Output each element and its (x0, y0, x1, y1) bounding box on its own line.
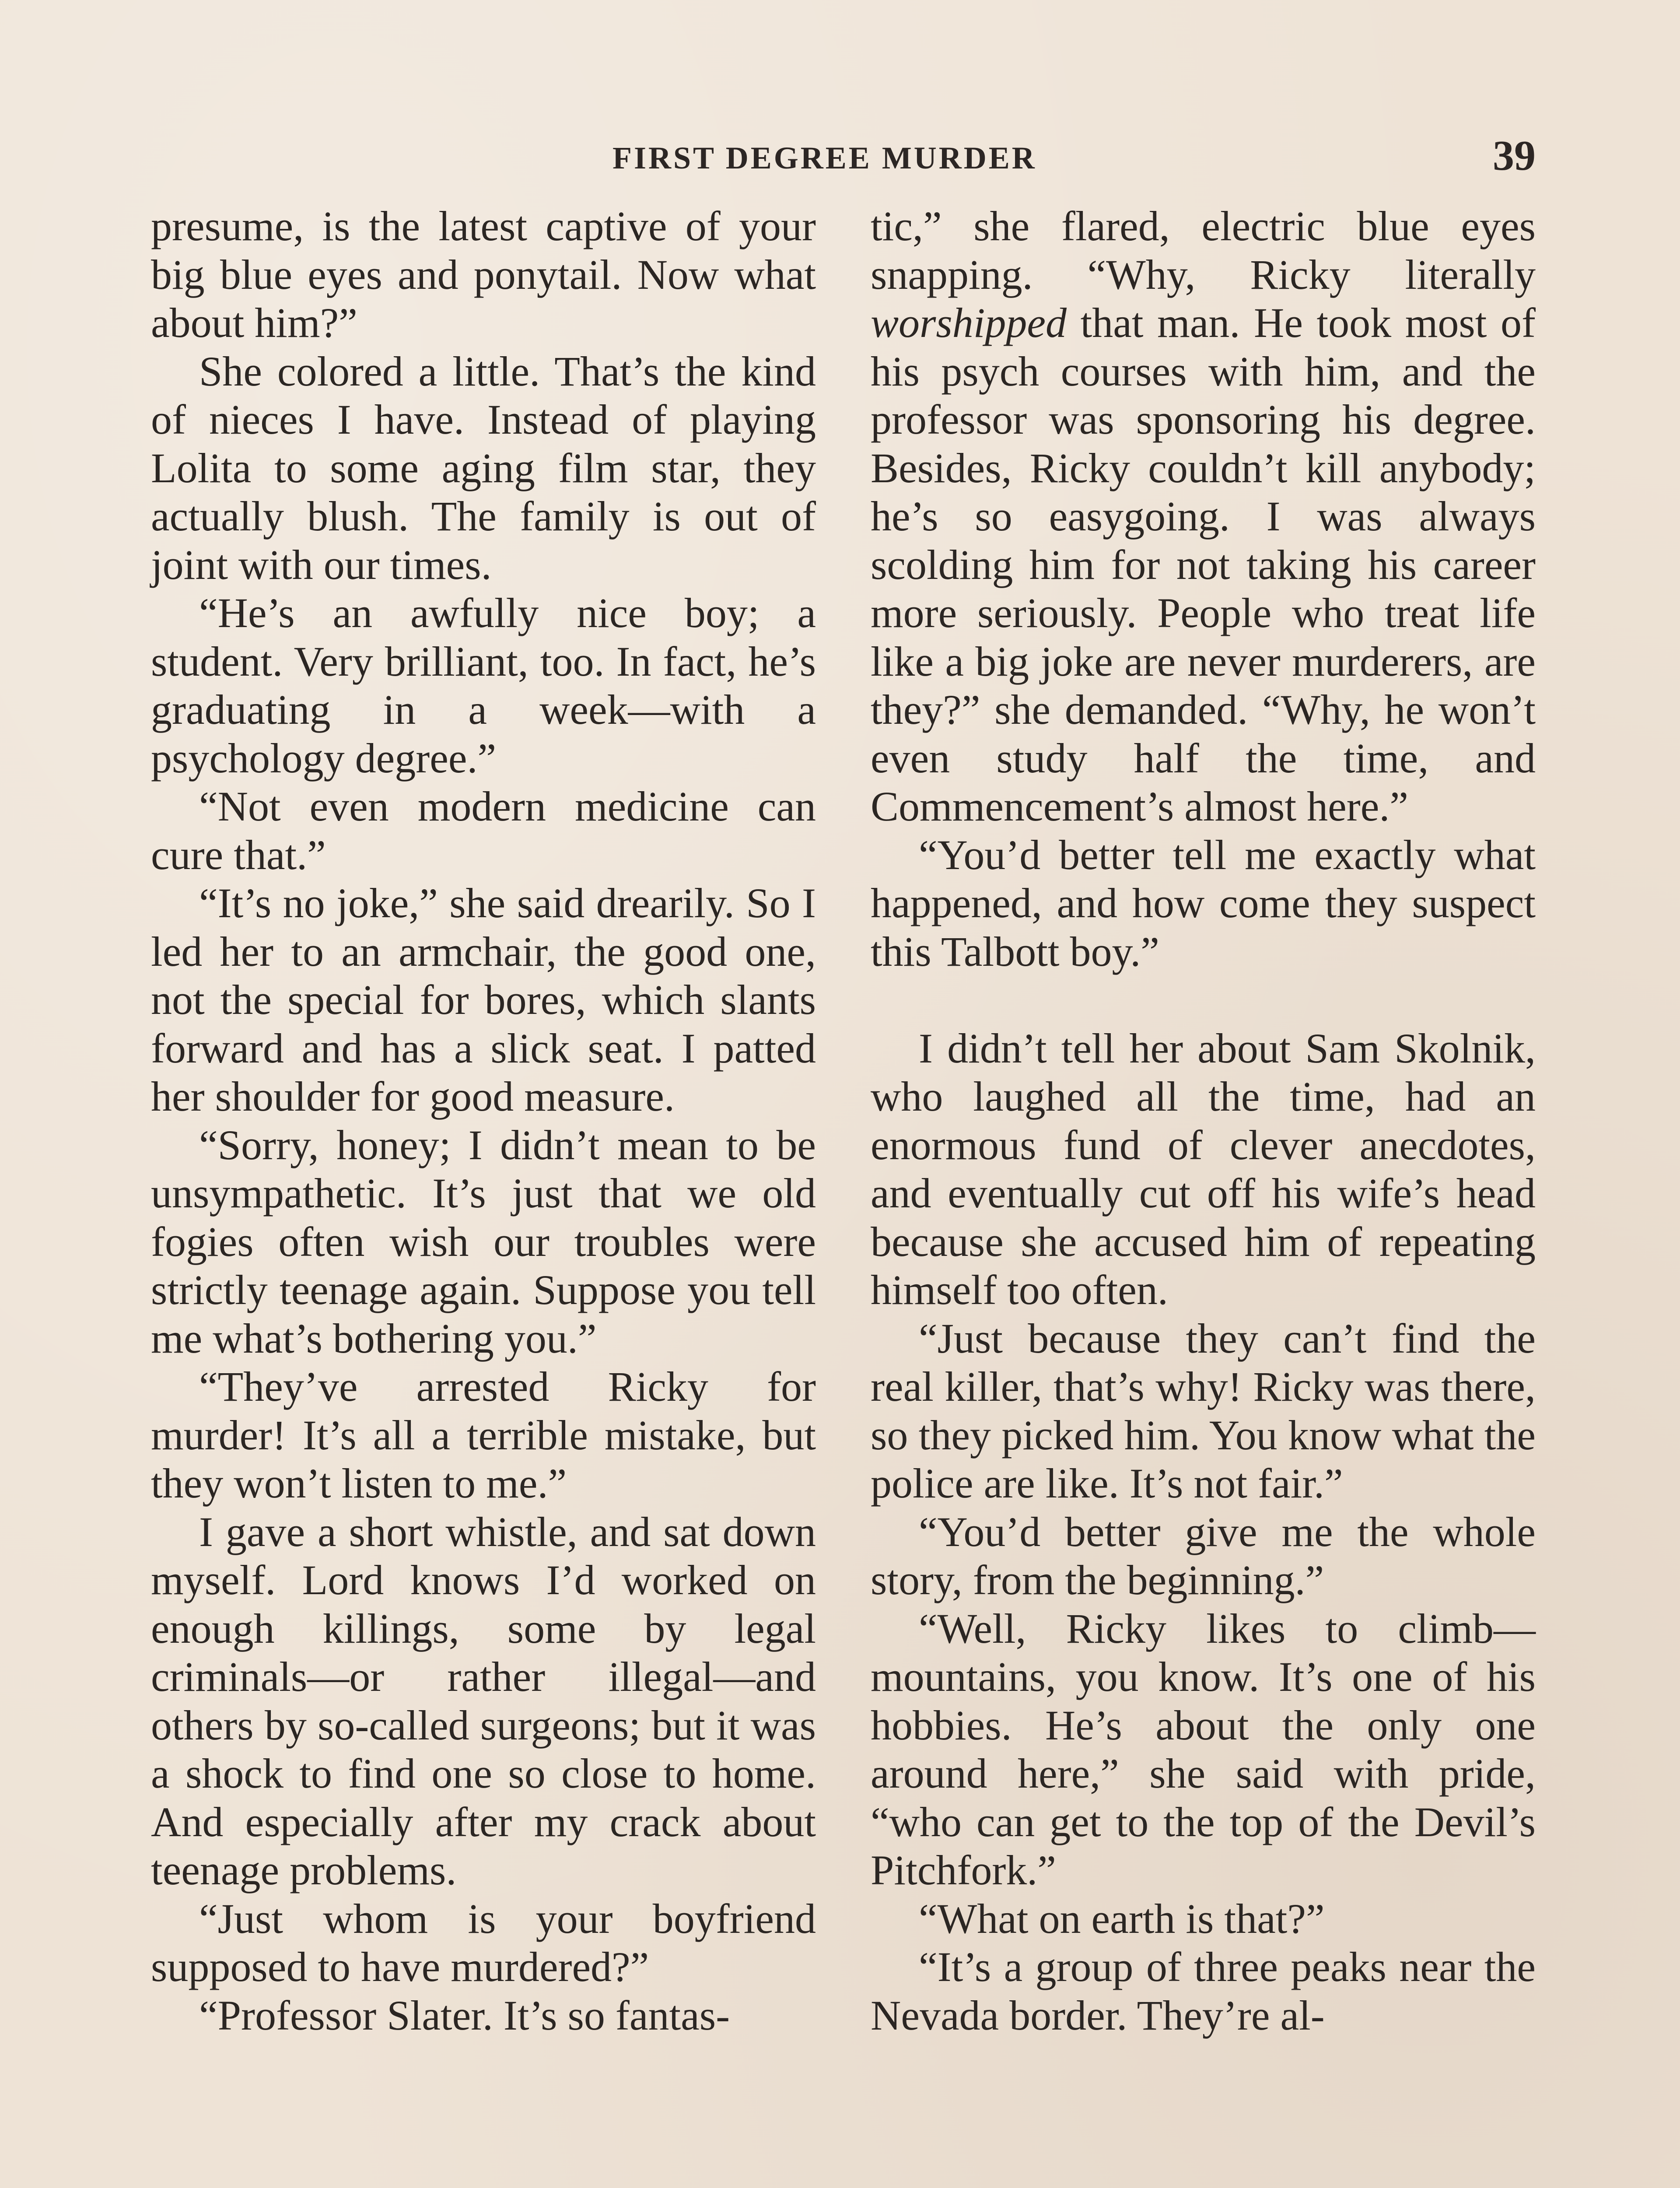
paragraph: I gave a short whistle, and sat down myself. Lord knows I’d worked on enough killings, some by legal criminals—or rather illegal—and others by so-called surgeons; but it was a shock to find one so close to home. And especially after my crack about teenage problems. (151, 1508, 816, 1893)
left-text-column (151, 202, 816, 2040)
text-run: tic,” she flared, electric blue eyes snapping. “Why, Ricky literally (871, 203, 1536, 298)
text-run: that man. He took most of his psych courses with him, and the professor was sponsoring his degree. Besides, Ricky couldn’t kill anybody; he’s so easygoing. I was always scolding him for not taking his career more seriously. People who treat life like a big joke are never murderers, are they?” she demanded. “Why, he won’t even study half the time, and Commencement’s almost here.” (871, 299, 1536, 830)
running-header (0, 131, 1680, 184)
right-text-column (871, 202, 1536, 2040)
running-title: FIRST DEGREE MURDER (612, 140, 1037, 175)
paragraph: I didn’t tell her about Sam Skolnik, who laughed all the time, had an enormous fund of clever anecdotes, and eventually cut off his wife’s head because she accused him of repeating himself too often. (871, 1024, 1536, 1313)
italic-text: worshipped (871, 299, 1067, 346)
paragraph: “What on earth is that?” (919, 1895, 1325, 1942)
paragraph: “Professor Slater. It’s so fantas- (199, 1992, 730, 2039)
paragraph: “It’s no joke,” she said drearily. So I led her to an armchair, the good one, not the special for bores, which slants forward and has a slick seat. I patted her shoulder for good measure. (151, 880, 816, 1120)
paragraph (871, 202, 1536, 831)
paragraph: “They’ve arrested Ricky for murder! It’s all a terrible mistake, but they won’t listen to me.” (151, 1363, 816, 1507)
paragraph: “Well, Ricky likes to climb—mountains, you know. It’s one of his hobbies. He’s about the only one around here,” she said with pride, “who can get to the top of the Devil’s Pitchfork.” (871, 1605, 1536, 1893)
paragraph: presume, is the latest captive of your big blue eyes and ponytail. Now what about him?” (151, 203, 816, 346)
paragraph: “Just because they can’t find the real killer, that’s why! Ricky was there, so they picked him. You know what the police are like. It’s not fair.” (871, 1315, 1536, 1507)
paragraph: “He’s an awfully nice boy; a student. Very brilliant, too. In fact, he’s graduating in a week—with a psychology degree.” (151, 589, 816, 782)
paragraph: “Not even modern medicine can cure that.” (151, 783, 816, 878)
paragraph: “Just whom is your boyfriend supposed to have murdered?” (151, 1895, 816, 1990)
paragraph: “Sorry, honey; I didn’t mean to be unsympathetic. It’s just that we old fogies often wish our troubles were strictly teenage again. Suppose you tell me what’s bothering you.” (151, 1121, 816, 1362)
paragraph: “It’s a group of three peaks near the Nevada border. They’re al- (871, 1943, 1536, 2039)
paragraph: “You’d better give me the whole story, from the beginning.” (871, 1508, 1536, 1603)
page-number: 39 (1493, 132, 1536, 179)
paragraph: “You’d better tell me exactly what happened, and how come they suspect this Talbott boy.” (871, 831, 1536, 975)
paragraph: She colored a little. That’s the kind of nieces I have. Instead of playing Lolita to some aging film star, they actually blush. The family is out of joint with our times. (151, 347, 816, 588)
